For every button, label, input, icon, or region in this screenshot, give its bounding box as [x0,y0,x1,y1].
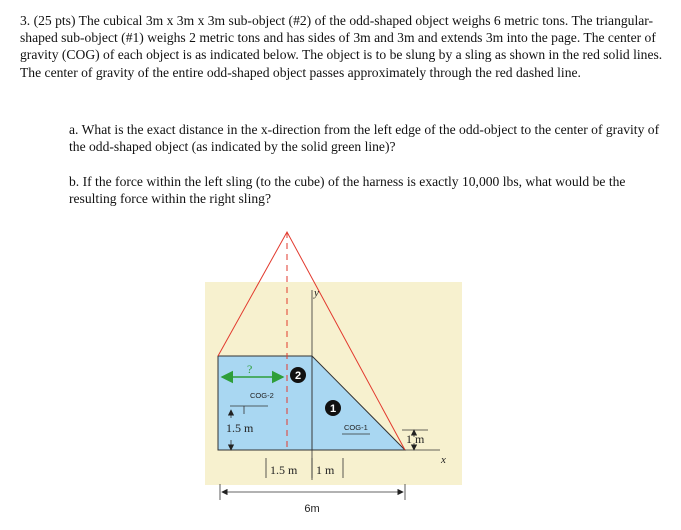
right-dim-label: 1 m [406,432,425,446]
question-statement: 3. (25 pts) The cubical 3m x 3m x 3m sub-object (#2) of the odd-shaped object weighs 6 metric tons. The triangular-shaped sub-object (#1) weighs 2 metric tons and has sides of 3m and 3m and extends 3m into the page. The center of gravity (COG) of each object is as indicated below. The object is to be slung by a sling as shown in the red solid lines. The center of gravity of the entire odd-shaped object passes approximately through the red dashed line. [20,13,663,80]
question-part-b: b. If the force within the left sling (to the cube) of the harness is exactly 10,000 lbs, what would be the resulting force within the right sling? [69,174,626,207]
marker-2-label: 2 [294,370,302,382]
marker-1-label: 1 [329,403,337,415]
unknown-distance-label: ? [247,362,253,376]
cog2-label: COG-2 [250,391,274,400]
total-width-label: 6m [304,503,320,515]
bottom-dim-b-label: 1 m [316,463,335,477]
left-dim-label: 1.5 m [226,421,254,435]
x-axis-label: x [441,454,446,466]
question-part-a: a. What is the exact distance in the x-direction from the left edge of the odd-object to the center of gravity of the odd-shaped object (as indicated by the solid green line)? [69,122,660,155]
y-axis-label: y [314,287,319,299]
bottom-dim-a-label: 1.5 m [270,463,298,477]
cog1-label: COG-1 [344,423,368,432]
